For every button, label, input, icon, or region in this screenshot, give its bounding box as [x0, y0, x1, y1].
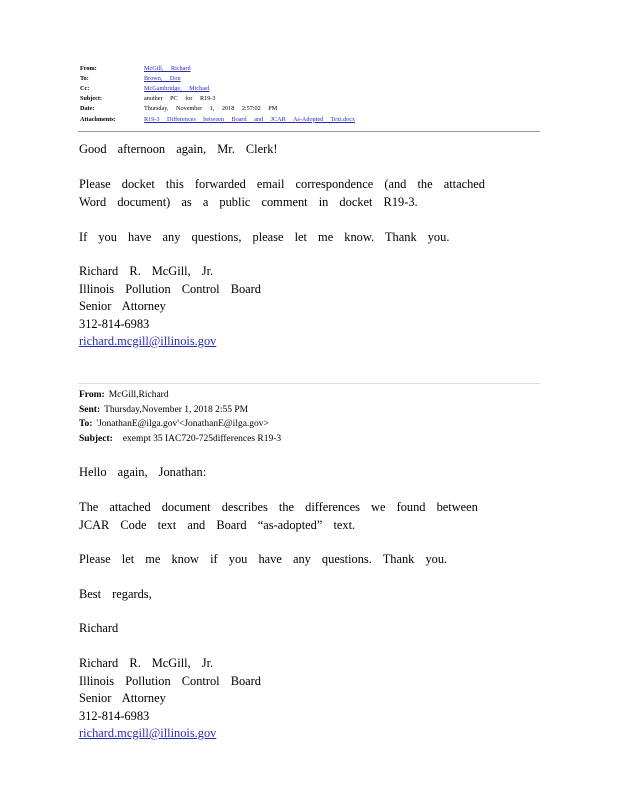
message2-signature — [79, 655, 261, 743]
signature-name: Richard R. McGill, Jr. — [79, 656, 214, 670]
message1-body-line1: Please docket this forwarded email correspondence (and the attached — [79, 177, 485, 191]
header-from-row — [80, 63, 540, 73]
fwd-sent-value: Thursday,November 1, 2018 2:55 PM — [104, 404, 249, 415]
fwd-from-row — [79, 388, 539, 403]
signature-name: Richard R. McGill, Jr. — [79, 264, 214, 278]
to-label: To: — [80, 74, 89, 82]
fwd-from-label: From: — [79, 390, 105, 400]
header-to-row — [80, 73, 540, 83]
signature-org: Illinois Pollution Control Board — [79, 673, 261, 688]
message2-body — [79, 499, 478, 534]
date-value: Thursday, November 1, 2018 2:57:02 PM — [144, 105, 278, 113]
message2-closing: Best regards, — [79, 587, 152, 601]
cc-value[interactable]: McGambridge, Michael — [144, 84, 210, 92]
signature-email-link[interactable]: richard.mcgill@illinois.gov — [79, 726, 217, 740]
cc-label: Cc: — [80, 84, 90, 92]
fwd-subject-row — [79, 432, 539, 447]
fwd-sent-row — [79, 403, 539, 418]
signature-phone: 312-814-6983 — [79, 708, 150, 723]
subject-label: Subject: — [80, 95, 102, 103]
header-cc-row — [80, 83, 540, 93]
signature-org: Illinois Pollution Control Board — [79, 281, 261, 296]
from-label: From: — [80, 64, 97, 72]
fwd-sent-label: Sent: — [79, 404, 101, 415]
message1-greeting: Good afternoon again, Mr. Clerk! — [79, 142, 278, 156]
header-attachments-row — [80, 114, 540, 124]
header-subject-row — [80, 94, 540, 104]
from-value[interactable]: McGill, Richard — [144, 64, 191, 72]
fwd-to-value: 'JonathanE@ilga.gov'<JonathanE@ilga.gov> — [96, 419, 269, 429]
forward-divider — [78, 383, 540, 384]
message2-greeting: Hello again, Jonathan: — [79, 465, 207, 479]
header-date-row — [80, 104, 540, 114]
signature-title: Senior Attorney — [79, 691, 166, 705]
forwarded-header — [79, 388, 539, 446]
email-header — [80, 63, 540, 124]
message1-body — [79, 176, 485, 211]
fwd-subject-value: exempt 35 IAC720-725differences R19-3 — [122, 433, 282, 444]
message2-name: Richard — [79, 621, 119, 635]
attachment-link[interactable]: R19-3 Differences between Board and JCAR As-Adopted Text.docx — [144, 115, 356, 123]
signature-email-link[interactable]: richard.mcgill@illinois.gov — [79, 334, 217, 348]
message2-questions: Please let me know if you have any questions. Thank you. — [79, 552, 448, 566]
message1-questions: If you have any questions, please let me know. Thank you. — [79, 230, 450, 244]
signature-phone: 312-814-6983 — [79, 316, 150, 331]
message1-signature — [79, 263, 261, 351]
message2-body-line1: The attached document describes the differences we found between — [79, 500, 478, 514]
message1-body-line2: Word document) as a public comment in docket R19-3. — [79, 194, 418, 209]
header-divider — [78, 131, 540, 132]
fwd-subject-label: Subject: — [79, 433, 113, 444]
signature-title: Senior Attorney — [79, 299, 166, 313]
message2-body-line2: JCAR Code text and Board “as-adopted” text. — [79, 517, 356, 532]
fwd-from-value: McGill,Richard — [108, 390, 169, 400]
fwd-to-row — [79, 417, 539, 432]
to-value[interactable]: Brown, Don — [144, 74, 181, 82]
date-label: Date: — [80, 105, 95, 113]
fwd-to-label: To: — [79, 419, 93, 429]
attachments-label: Attachments: — [80, 115, 116, 123]
subject-value: another PC for R19-3 — [144, 95, 216, 103]
